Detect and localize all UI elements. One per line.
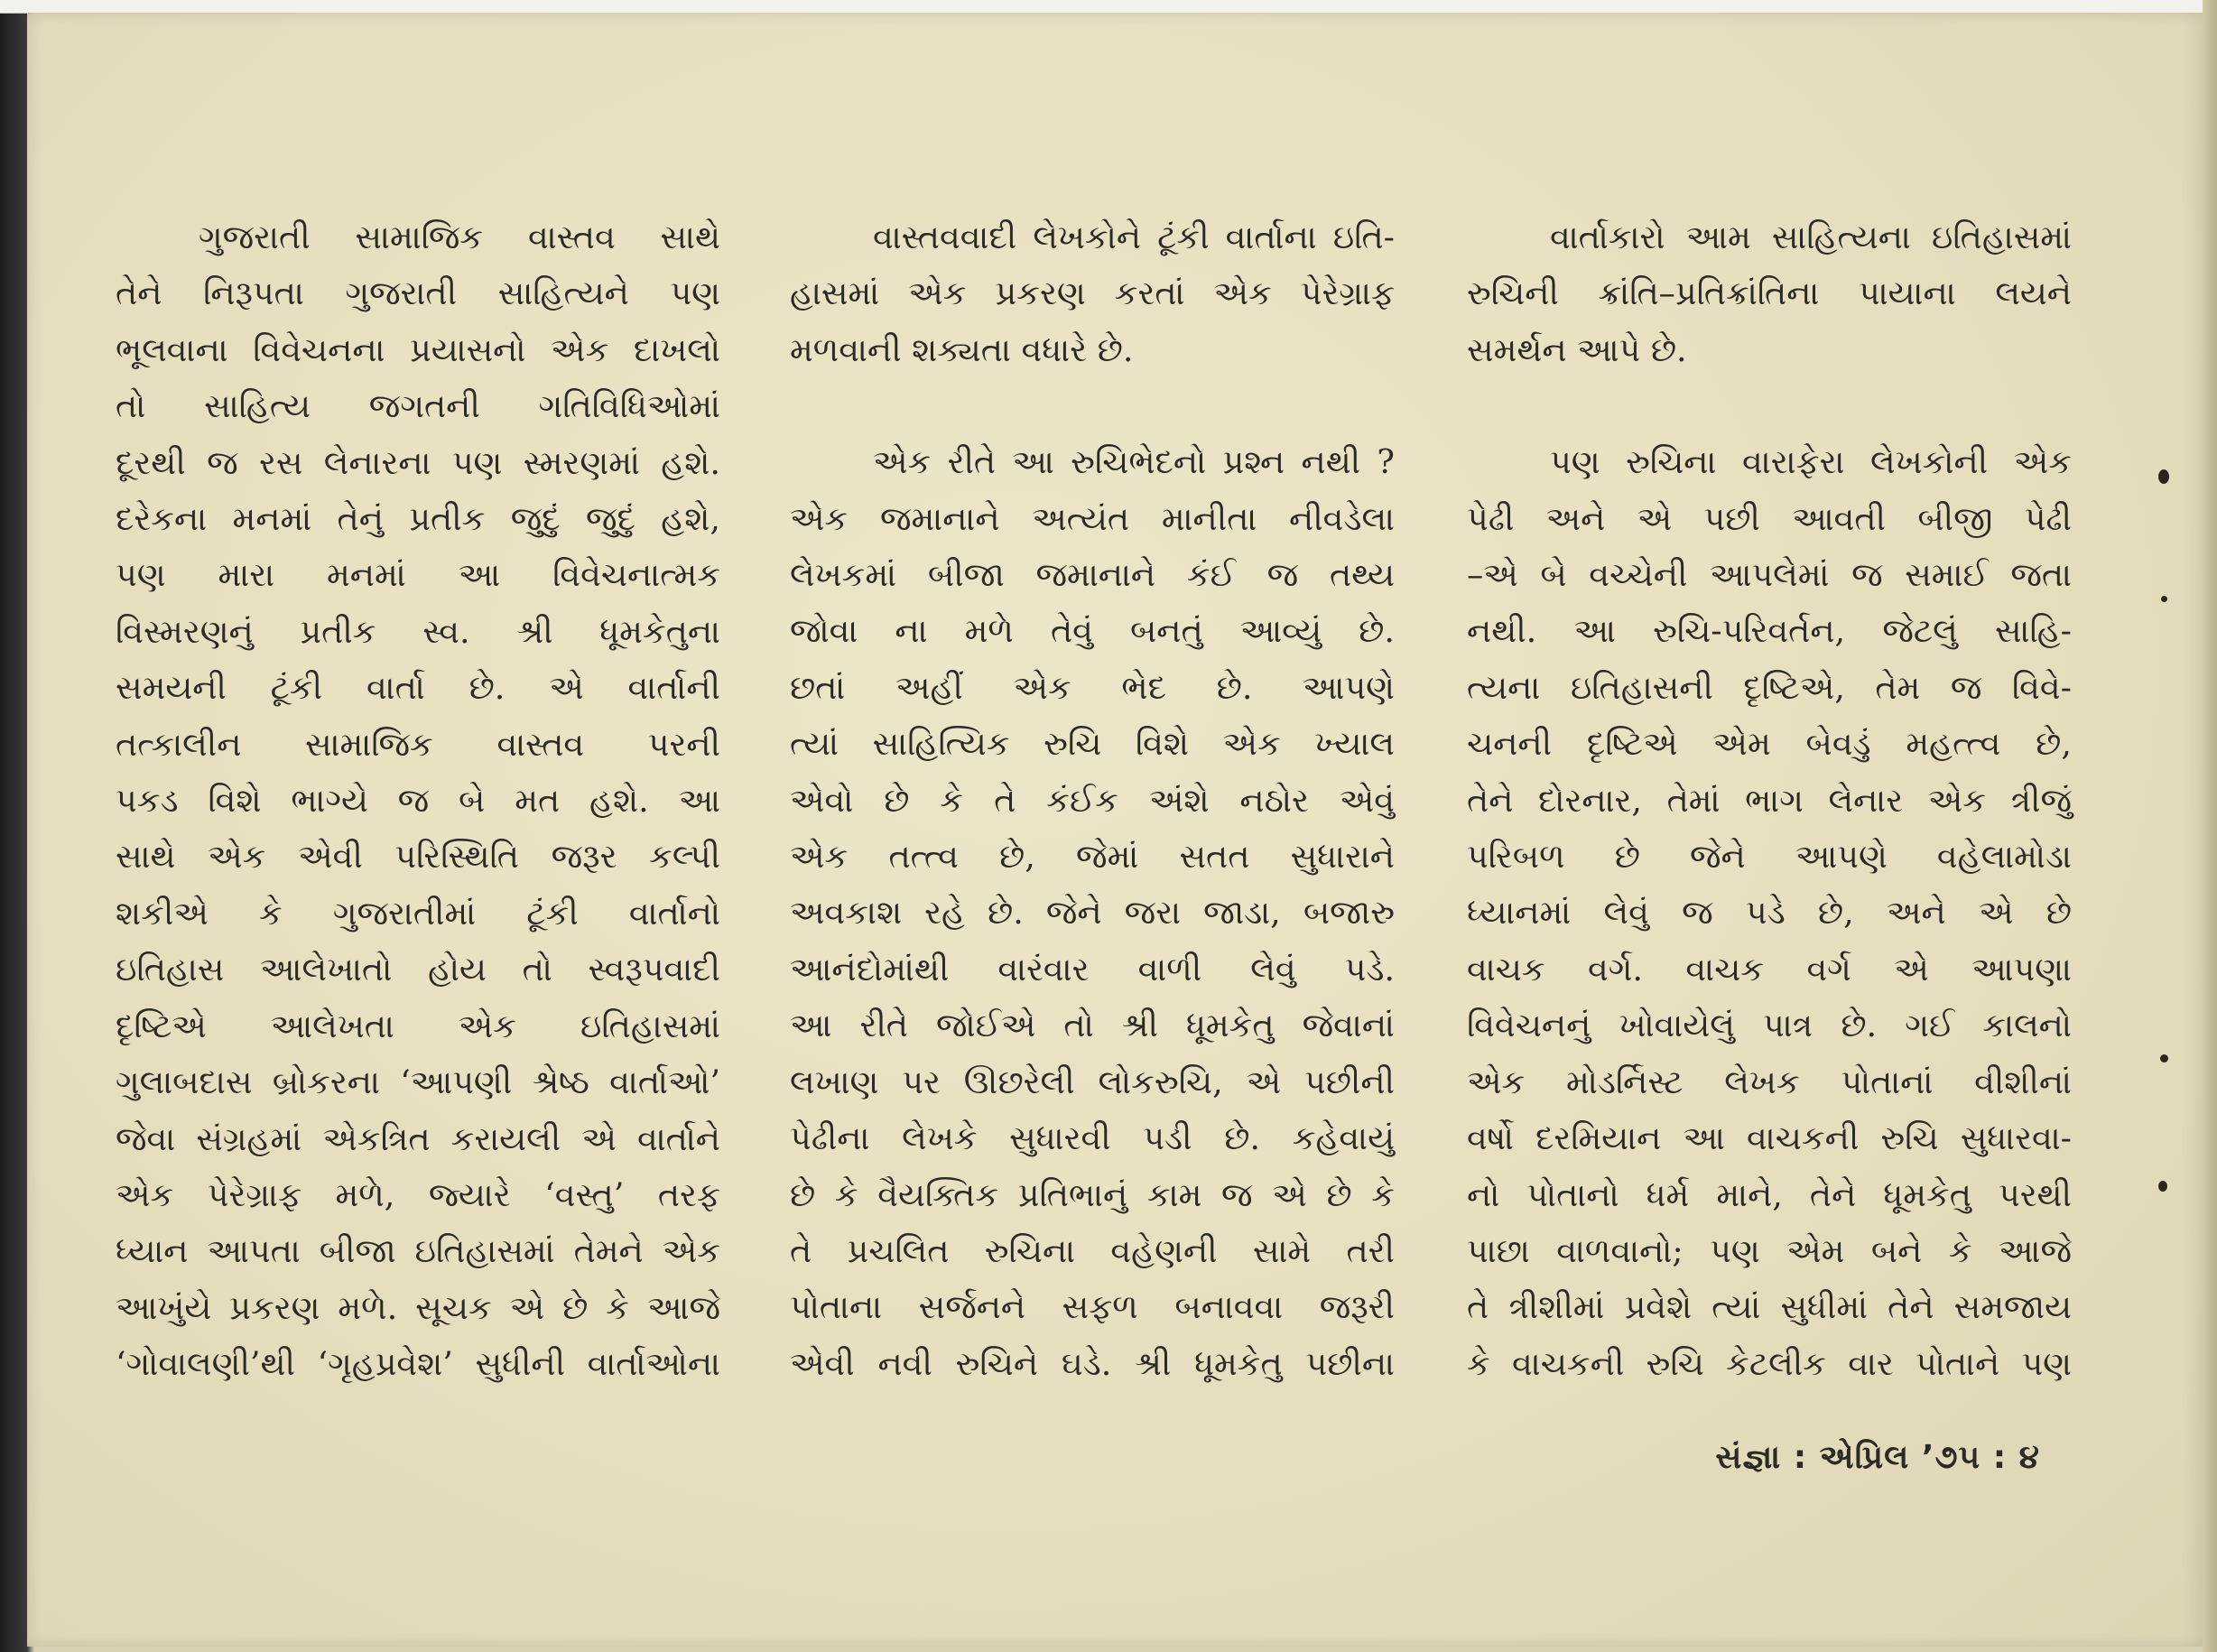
- text-line: સમયની ટૂંકી વાર્તા છે. એ વાર્તાની: [116, 668, 720, 708]
- text-line: જેવા સંગ્રહમાં એકત્રિત કરાયલી એ વાર્તાને: [116, 1118, 720, 1158]
- text-line: તેને દોરનાર, તેમાં ભાગ લેનાર એક ત્રીજું: [1467, 780, 2072, 820]
- text-line: તે ત્રીશીમાં પ્રવેશે ત્યાં સુધીમાં તેને સમજાય: [1467, 1287, 2072, 1327]
- text-line: નો પોતાનો ધર્મ માને, તેને ધૂમકેતુ પરથી: [1467, 1174, 2072, 1214]
- text-line: પેઢી અને એ પછી આવતી બીજી પેઢી: [1467, 498, 2072, 538]
- text-line: પણ મારા મનમાં આ વિવેચનાત્મક: [116, 555, 720, 595]
- text-line: છે કે વૈયક્તિક પ્રતિભાનું કામ જ એ છે કે: [790, 1174, 1395, 1214]
- text-line: લખાણ પર ઊછરેલી લોકરુચિ, એ પછીની: [790, 1062, 1395, 1101]
- text-line: –એ બે વચ્ચેની આપલેમાં જ સમાઈ જતા: [1467, 555, 2072, 595]
- text-line: જોવા ના મળે તેવું બનતું આવ્યું છે.: [790, 611, 1395, 651]
- text-line: ધ્યાનમાં લેવું જ પડે છે, અને એ છે: [1467, 893, 2072, 933]
- text-line: આખુંયે પ્રકરણ મળે. સૂચક એ છે કે આજે: [116, 1287, 720, 1327]
- margin-ink-mark: [2158, 1181, 2167, 1192]
- text-line: વાસ્તવવાદી લેખકોને ટૂંકી વાર્તાના ઇતિ-: [873, 218, 1395, 256]
- text-line: શકીએ કે ગુજરાતીમાં ટૂંકી વાર્તાનો: [116, 893, 720, 933]
- text-line: રુચિની ક્રાંતિ–પ્રતિક્રાંતિના પાયાના લયને: [1467, 274, 2072, 313]
- text-line: તો સાહિત્ય જગતની ગતિવિધિઓમાં: [116, 386, 720, 426]
- text-line: હાસમાં એક પ્રકરણ કરતાં એક પેરેગ્રાફ: [790, 274, 1395, 313]
- text-line: ત્યના ઇતિહાસની દૃષ્ટિએ, તેમ જ વિવે-: [1467, 667, 2072, 707]
- text-line: સમર્થન આપે છે.: [1467, 329, 1687, 369]
- text-line: વાચક વર્ગ. વાચક વર્ગ એ આપણા: [1467, 949, 2072, 988]
- text-line: વિવેચનનું ખોવાયેલું પાત્ર છે. ગઈ કાલનો: [1467, 1006, 2072, 1045]
- text-line: પકડ વિશે ભાગ્યે જ બે મત હશે. આ: [116, 781, 720, 821]
- text-line: પણ રુચિના વારાફેરા લેખકોની એક: [1550, 442, 2072, 482]
- text-line: એવી નવી રુચિને ઘડે. શ્રી ધૂમકેતુ પછીના: [790, 1343, 1395, 1383]
- text-line: મળવાની શક્યતા વધારે છે.: [790, 329, 1134, 369]
- text-line: તેને નિરૂપતા ગુજરાતી સાહિત્યને પણ: [116, 274, 720, 313]
- text-line: દૂરથી જ રસ લેનારના પણ સ્મરણમાં હશે.: [116, 442, 720, 482]
- text-line: એક જમાનાને અત્યંત માનીતા નીવડેલા: [790, 498, 1395, 538]
- text-line: પાછા વાળવાનો; પણ એમ બને કે આજે: [1467, 1230, 2072, 1270]
- text-line: દૃષ્ટિએ આલેખતા એક ઇતિહાસમાં: [116, 1006, 720, 1045]
- text-line: એક મોડર્નિસ્ટ લેખક પોતાનાં વીશીનાં: [1467, 1062, 2072, 1101]
- text-line: એવો છે કે તે કંઈક અંશે નઠોર એવું: [790, 780, 1395, 820]
- text-line: વર્ષો દરમિયાન આ વાચકની રુચિ સુધારવા-: [1467, 1118, 2072, 1158]
- text-line: નથી. આ રુચિ-પરિવર્તન, જેટલું સાહિ-: [1467, 611, 2072, 651]
- text-line: સાથે એક એવી પરિસ્થિતિ જરૂર કલ્પી: [116, 837, 720, 877]
- text-line: એક રીતે આ રુચિભેદનો પ્રશ્ન નથી ?: [873, 442, 1395, 482]
- text-line: છતાં અહીં એક ભેદ છે. આપણે: [790, 667, 1395, 707]
- text-line: તે પ્રચલિત રુચિના વહેણની સામે તરી: [790, 1230, 1395, 1270]
- text-column-1: [116, 209, 720, 1393]
- text-line: પોતાના સર્જનને સફળ બનાવવા જરૂરી: [790, 1287, 1395, 1327]
- text-line: એક પેરેગ્રાફ મળે, જ્યારે ‘વસ્તુ’ તરફ: [116, 1174, 720, 1214]
- text-line: ગુજરાતી સામાજિક વાસ્તવ સાથે: [199, 218, 720, 256]
- text-line: ગુલાબદાસ બ્રોકરના ‘આપણી શ્રેષ્ઠ વાર્તાઓ’: [116, 1063, 720, 1102]
- text-line: ત્યાં સાહિત્યિક રુચિ વિશે એક ખ્યાલ: [790, 724, 1395, 764]
- page-footer: સંજ્ઞા : એપ્રિલ ’૭૫ : ૪: [1715, 1439, 2040, 1476]
- text-line: એક તત્ત્વ છે, જેમાં સતત સુધારાને: [790, 837, 1395, 877]
- margin-ink-mark: [2161, 596, 2167, 602]
- text-line: ‘ગોવાલણી’થી ‘ગૃહપ્રવેશ’ સુધીની વાર્તાઓના: [116, 1344, 720, 1384]
- text-column-2: [790, 209, 1395, 1392]
- text-line: વાર્તાકારો આમ સાહિત્યના ઇતિહાસમાં: [1550, 218, 2072, 256]
- margin-ink-mark: [2158, 469, 2169, 484]
- top-margin-strip: [0, 0, 2217, 14]
- text-line: આનંદોમાંથી વારંવાર વાળી લેવું પડે.: [790, 949, 1395, 988]
- text-line: કે વાચકની રુચિ કેટલીક વાર પોતાને પણ: [1467, 1343, 2072, 1383]
- text-line: ભૂલવાના વિવેચનના પ્રયાસનો એક દાખલો: [116, 329, 720, 369]
- text-line: પરિબળ છે જેને આપણે વહેલામોડા: [1467, 837, 2072, 877]
- page-edge-shadow: [2203, 0, 2217, 1652]
- text-line: લેખકમાં બીજા જમાનાને કંઈ જ તથ્ય: [790, 555, 1395, 595]
- text-line: દરેકના મનમાં તેનું પ્રતીક જુદું જુદું હશે,: [116, 499, 720, 539]
- text-line: અવકાશ રહે છે. જેને જરા જાડા, બજારુ: [790, 893, 1395, 933]
- text-line: ચનની દૃષ્ટિએ એમ બેવડું મહત્ત્વ છે,: [1467, 724, 2072, 764]
- text-line: આ રીતે જોઈએ તો શ્રી ધૂમકેતુ જેવાનાં: [790, 1006, 1395, 1045]
- text-line: વિસ્મરણનું પ્રતીક સ્વ. શ્રી ધૂમકેતુના: [116, 611, 720, 651]
- text-line: તત્કાલીન સામાજિક વાસ્તવ પરની: [116, 724, 720, 764]
- text-line: ઇતિહાસ આલેખાતો હોય તો સ્વરૂપવાદી: [116, 950, 720, 989]
- text-line: ધ્યાન આપતા બીજા ઇતિહાસમાં તેમને એક: [116, 1231, 720, 1271]
- margin-ink-mark: [2160, 1054, 2168, 1063]
- text-column-3: [1467, 209, 2072, 1392]
- text-line: પેઢીના લેખકે સુધારવી પડી છે. કહેવાયું: [790, 1118, 1395, 1158]
